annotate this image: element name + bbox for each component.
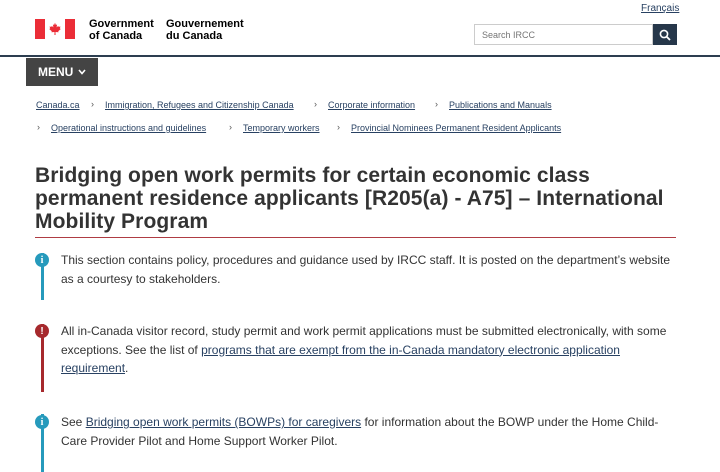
breadcrumb-temporary-workers[interactable]: Temporary workers [243,123,320,133]
chevron-down-icon [78,69,86,75]
breadcrumb-provincial-nominees[interactable]: Provincial Nominees Permanent Resident Applicants [351,123,562,133]
breadcrumb-separator-icon: › [435,99,438,109]
signature-french[interactable]: Gouvernement du Canada [166,18,244,42]
info-icon: i [35,415,49,429]
search-input[interactable] [474,24,653,45]
header-divider [0,55,720,57]
menu-button[interactable]: MENU [26,58,98,86]
alert-info-caregivers: See Bridging open work permits (BOWPs) for caregivers for information about the BOWP under the Home Child-Care Provider Pilot and Home Support Worker Pilot. [61,415,659,448]
breadcrumb-separator-icon: › [37,122,40,132]
alert-warning-electronic-applications: All in-Canada visitor record, study permit and work permit applications must be submitted electronically, with some exceptions. See the list of programs that are exempt from the in-Canada mandatory electronic application requirement. [61,324,667,375]
exclamation-icon: ! [35,324,49,338]
page-title: Bridging open work permits for certain economic class permanent residence applicants [R205(a) - A75] – International Mobility Program [35,164,664,233]
signature-english[interactable]: Government of Canada [89,18,154,42]
search-icon [659,29,671,41]
breadcrumb-corporate-information[interactable]: Corporate information [328,100,416,110]
breadcrumb-operational-instructions[interactable]: Operational instructions and guidelines [51,123,207,133]
maple-leaf-icon [48,22,62,36]
breadcrumb-separator-icon: › [314,99,317,109]
exempt-programs-link[interactable]: programs that are exempt from the in-Canada mandatory electronic application requirement [61,342,620,375]
breadcrumb-separator-icon: › [91,99,94,109]
title-underline [35,237,676,238]
breadcrumb-canada-ca[interactable]: Canada.ca [36,100,80,110]
breadcrumb-separator-icon: › [229,122,232,132]
alert-info-staff-guidance: This section contains policy, procedures and guidance used by IRCC staff. It is posted on the department’s website as a courtesy to stakeholders. [61,253,671,286]
breadcrumb-publications-manuals[interactable]: Publications and Manuals [449,100,552,110]
breadcrumb-separator-icon: › [337,122,340,132]
search-button[interactable] [653,24,677,45]
bowp-caregivers-link[interactable]: Bridging open work permits (BOWPs) for caregivers [85,415,362,429]
breadcrumb-ircc[interactable]: Immigration, Refugees and Citizenship Canada [105,100,294,110]
info-icon: i [35,253,49,267]
language-toggle-link[interactable]: Français [641,3,680,14]
canada-flag-icon [35,19,75,39]
